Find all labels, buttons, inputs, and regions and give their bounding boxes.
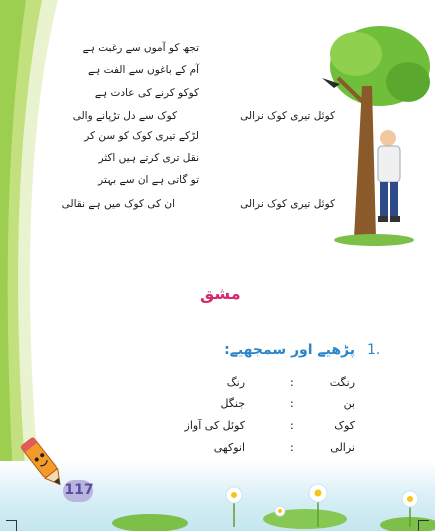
vocabulary-separator: : [290, 419, 294, 432]
poem-line: ان کی کوک میں ہے نقالی [61, 198, 175, 210]
vocabulary-meaning: جنگل [220, 397, 245, 410]
poem-line: کوکو کرنے کی عادت ہے [94, 87, 199, 99]
poem-line: نقل تری کرتے ہیں اکثر [98, 152, 199, 164]
poem-line: کوئل تیری کوک نرالی [240, 110, 335, 122]
vocabulary-separator: : [290, 397, 294, 410]
poem-line: آم کے باغوں سے الفت ہے [88, 64, 199, 76]
poem-line: لڑکے تیری کوک کو سن کر [84, 130, 199, 142]
exercise-heading: پڑھیے اور سمجھیے: [224, 342, 355, 358]
vocabulary-word: بن [343, 397, 355, 410]
vocabulary-word: نرالی [330, 441, 355, 454]
poem-line: تو گاتی ہے ان سے بہتر [98, 174, 199, 186]
crop-mark [418, 520, 429, 531]
vocabulary-meaning: کوئل کی آواز [184, 419, 245, 432]
vocabulary-separator: : [290, 376, 294, 389]
vocabulary-word: کوک [334, 419, 355, 432]
section-title: مشق [200, 284, 241, 303]
vocabulary-word: رنگت [329, 376, 355, 389]
vocabulary-meaning: رنگ [226, 376, 245, 389]
exercise-number: 1. [367, 342, 381, 358]
vocabulary-separator: : [290, 441, 294, 454]
poem-line: تجھ کو آموں سے رغبت ہے [82, 42, 199, 54]
tree-boy-illustration [318, 26, 430, 248]
poem-line: کوک سے دل تڑپانے والی [72, 110, 177, 122]
crop-mark [6, 520, 17, 531]
poem-line: کوئل تیری کوک نرالی [240, 198, 335, 210]
page-number: 117 [64, 482, 94, 498]
vocabulary-meaning: انوکھی [213, 441, 245, 454]
